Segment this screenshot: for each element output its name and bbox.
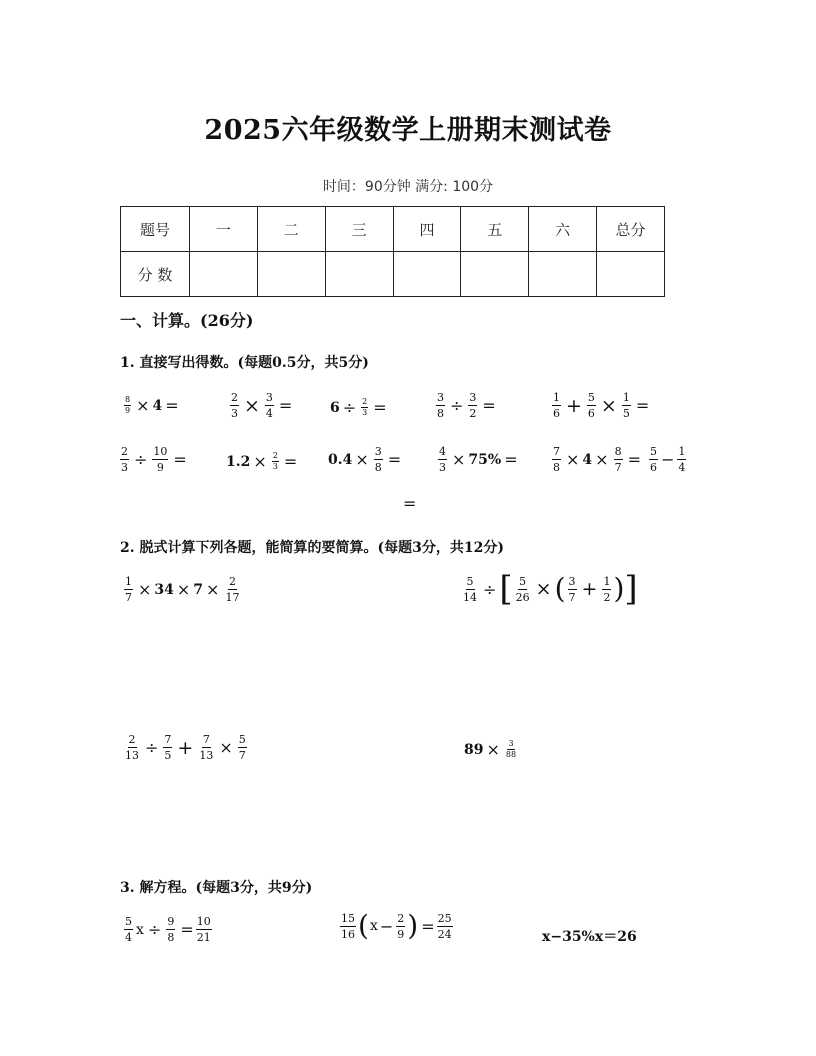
problem-1i: $\frac{4}{3}$ × 75% = <box>439 445 518 474</box>
header-cell: 四 <box>393 207 461 252</box>
header-cell: 六 <box>529 207 597 252</box>
problem-1f: $\frac{2}{3}$ ÷ $\frac{10}{9}$ = <box>121 445 187 474</box>
problem-1h: 0.4 × $\frac{3}{8}$ = <box>328 445 402 474</box>
fraction: $\frac{1}{4}$ <box>678 445 686 474</box>
fraction: $\frac{7}{8}$ <box>553 445 560 474</box>
equation-3b: $\frac{15}{16}$ ( x − $\frac{2}{9}$ ) = $\frac{25}{24}$ <box>341 909 452 942</box>
problem-1b: $\frac{2}{3}$ × $\frac{3}{4}$ = <box>231 391 293 420</box>
fraction: $\frac{1}{2}$ <box>603 574 611 604</box>
score-cell[interactable] <box>461 252 529 297</box>
header-cell: 总分 <box>597 207 665 252</box>
equation-3a: $\frac{5}{4}$ x ÷ $\frac{9}{8}$ = $\frac{10}{21}$ <box>125 915 211 944</box>
fraction: $\frac{10}{9}$ <box>153 445 168 474</box>
fraction: $\frac{25}{24}$ <box>437 911 452 941</box>
score-cell[interactable] <box>257 252 325 297</box>
problem-1j: $\frac{7}{8}$ × 4 × $\frac{8}{7}$ = <box>553 445 641 474</box>
fraction: $\frac{10}{21}$ <box>196 915 211 944</box>
fraction: $\frac{8}{7}$ <box>614 445 622 474</box>
equation-3c: x−35%x＝26 <box>542 929 637 945</box>
fraction: $\frac{5}{4}$ <box>125 915 132 944</box>
fraction: $\frac{3}{2}$ <box>469 391 477 420</box>
problem-2b: $\frac{5}{14}$ ÷ [ $\frac{5}{26}$ × ( $\frac{3}{7}$ + $\frac{1}{2}$ ) ] <box>463 569 638 609</box>
fraction: $\frac{1}{7}$ <box>125 575 132 604</box>
problem-2a: $\frac{1}{7}$ × 34 × 7 × $\frac{2}{17}$ <box>125 575 240 604</box>
fraction: $\frac{2}{3}$ <box>231 391 238 420</box>
score-cell[interactable] <box>393 252 461 297</box>
fraction: $\frac{8}{9}$ <box>125 395 131 415</box>
fraction: $\frac{1}{5}$ <box>622 391 630 420</box>
fraction: $\frac{2}{17}$ <box>225 575 240 604</box>
header-cell: 三 <box>325 207 393 252</box>
problem-2d: 89 × $\frac{3}{88}$ <box>464 739 517 759</box>
fraction: $\frac{4}{3}$ <box>439 445 446 474</box>
problem-1k: $\frac{5}{6}$ − $\frac{1}{4}$ <box>650 445 686 474</box>
fraction: $\frac{2}{13}$ <box>125 733 139 762</box>
header-cell: 五 <box>461 207 529 252</box>
problem-1a: $\frac{8}{9}$ × 4 = <box>125 395 179 415</box>
question-heading: 3. 解方程。(每题3分，共9分) <box>120 880 313 896</box>
fraction: $\frac{2}{3}$ <box>362 397 368 417</box>
problem-2c: $\frac{2}{13}$ ÷ $\frac{7}{5}$ + $\frac{7}{13}$ × $\frac{5}{7}$ <box>125 733 246 762</box>
problem-1g: 1.2 × $\frac{2}{3}$ = <box>226 451 298 471</box>
fraction: $\frac{9}{8}$ <box>167 915 175 944</box>
fraction: $\frac{1}{6}$ <box>553 391 560 420</box>
fraction: $\frac{5}{7}$ <box>238 733 246 762</box>
fraction: $\frac{3}{7}$ <box>568 574 576 604</box>
fraction: $\frac{7}{13}$ <box>199 733 214 762</box>
question-heading: 2. 脱式计算下列各题，能简算的要简算。(每题3分，共12分) <box>120 540 504 556</box>
fraction: $\frac{2}{3}$ <box>121 445 128 474</box>
header-cell: 一 <box>190 207 258 252</box>
fraction: $\frac{3}{8}$ <box>374 445 382 474</box>
question-heading: 1. 直接写出得数。(每题0.5分，共5分) <box>120 355 369 371</box>
exam-info: 时间：90分钟 满分: 100分 <box>322 179 494 195</box>
fraction: $\frac{3}{8}$ <box>437 391 444 420</box>
score-table <box>120 206 665 297</box>
fraction: $\frac{5}{6}$ <box>650 445 657 474</box>
score-cell[interactable] <box>190 252 258 297</box>
fraction: $\frac{15}{16}$ <box>341 911 355 941</box>
fraction: $\frac{5}{26}$ <box>515 574 530 604</box>
fraction: $\frac{7}{5}$ <box>164 733 172 762</box>
problem-1c: 6 ÷ $\frac{2}{3}$ = <box>330 397 387 417</box>
fraction: $\frac{2}{3}$ <box>272 451 278 471</box>
header-cell: 二 <box>257 207 325 252</box>
fraction: $\frac{3}{88}$ <box>505 739 517 759</box>
problem-1e: $\frac{1}{6}$ + $\frac{5}{6}$ × $\frac{1}{5}$ = <box>553 391 650 420</box>
problem-1d: $\frac{3}{8}$ ÷ $\frac{3}{2}$ = <box>437 391 496 420</box>
score-cell[interactable] <box>597 252 665 297</box>
score-table-header-row <box>121 207 665 252</box>
fraction: $\frac{3}{4}$ <box>265 391 273 420</box>
problem-1k-equals: = <box>403 494 417 513</box>
fraction: $\frac{2}{9}$ <box>397 911 405 941</box>
section-heading: 一、计算。(26分) <box>120 311 254 330</box>
page-title: 2025六年级数学上册期末测试卷 <box>204 115 612 146</box>
score-table-score-row <box>121 252 665 297</box>
fraction: $\frac{5}{6}$ <box>587 391 595 420</box>
score-cell[interactable] <box>529 252 597 297</box>
score-row-label: 分 数 <box>121 252 190 297</box>
fraction: $\frac{5}{14}$ <box>463 574 477 604</box>
score-cell[interactable] <box>325 252 393 297</box>
header-cell: 题号 <box>121 207 190 252</box>
